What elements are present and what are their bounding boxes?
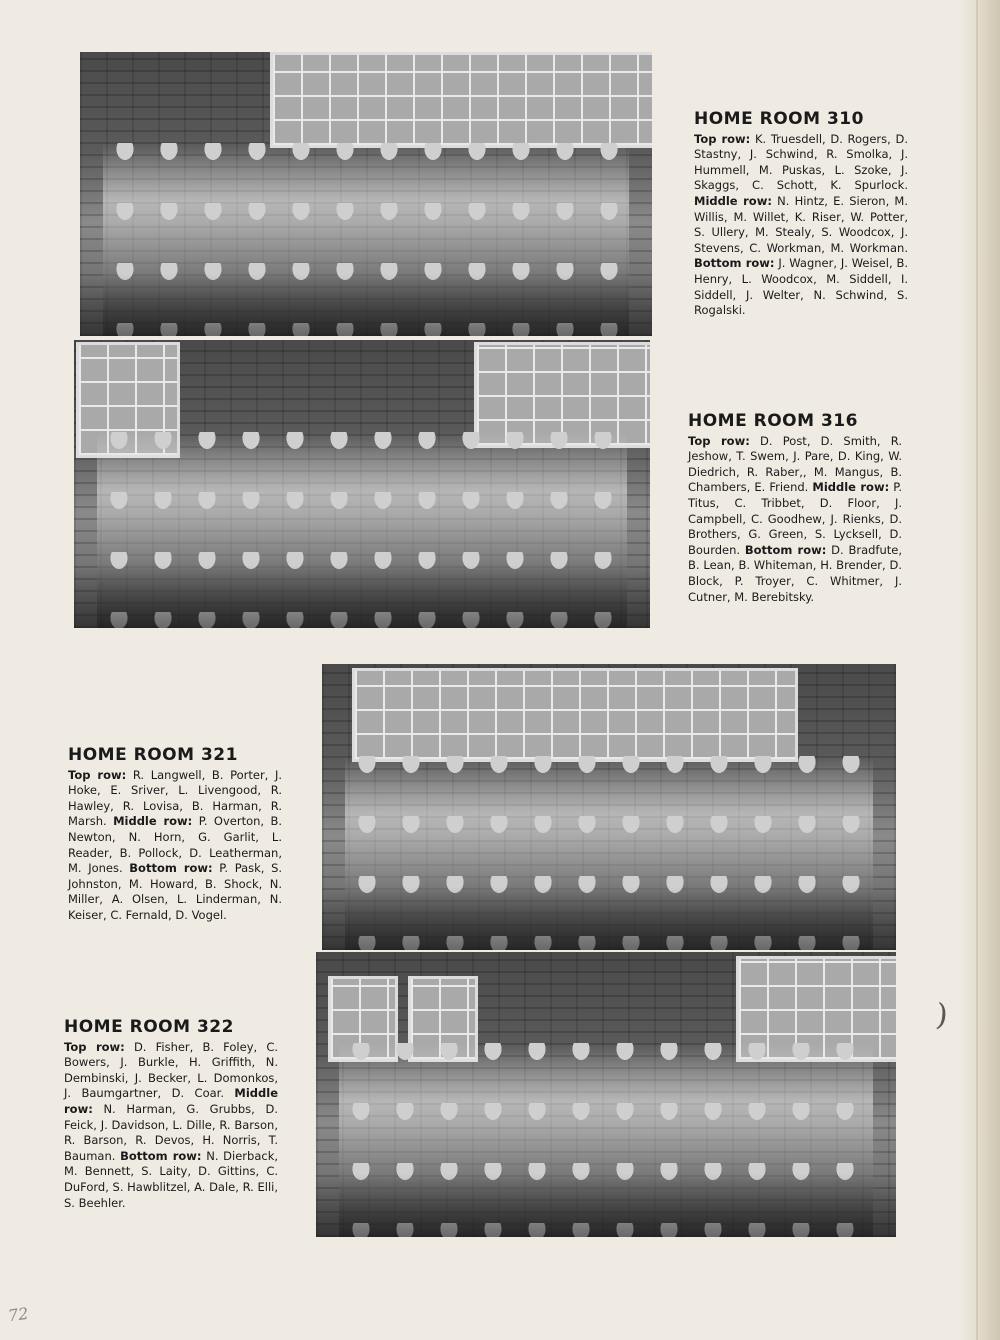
row-names: D. Bradfute, B. Lean, B. Whiteman, H. Brender, D. Block, P. Troyer, C. Whitmer, J. Cutner, M. Berebitsky. xyxy=(688,542,902,604)
caption-text xyxy=(64,1040,278,1212)
row-names: D. Post, D. Smith, R. Jeshow, T. Swem, J. Pare, D. King, W. Diedrich, R. Raber,, M. Mangus, B. Chambers, E. Friend. xyxy=(688,433,903,495)
photo-window xyxy=(352,668,798,762)
row-label: Top row: xyxy=(694,131,751,146)
row-names: N. Dierback, M. Bennett, S. Laity, D. Gittins, C. DuFord, S. Hawblitzel, A. Dale, R. Elli, S. Beehler. xyxy=(64,1148,279,1210)
page-number: 72 xyxy=(6,1303,30,1326)
photo-home-room-321 xyxy=(322,664,896,950)
caption-text xyxy=(694,132,908,319)
row-names: D. Fisher, B. Foley, C. Bowers, J. Burkle, H. Griffith, N. Dembinski, J. Becker, L. Domonkos, J. Baumgartner, D. Coar. xyxy=(64,1039,279,1101)
row-label: Middle row: xyxy=(64,1086,279,1116)
row-names: N. Harman, G. Grubbs, D. Feick, J. Davidson, L. Dille, R. Barson, R. Barson, R. Devos, H. Norris, T. Bauman. xyxy=(64,1101,278,1163)
section-title: HOME ROOM 322 xyxy=(64,1017,234,1037)
caption-home-room-310 xyxy=(694,109,909,319)
row-names: K. Truesdell, D. Rogers, D. Stastny, J. Schwind, R. Smolka, J. Hummell, M. Puskas, L. Szoke, J. Skaggs, C. Schott, K. Spurlock. xyxy=(694,131,909,193)
row-label: Middle row: xyxy=(113,814,193,829)
row-names: R. Langwell, B. Porter, J. Hoke, E. Sriver, L. Livengood, R. Hawley, R. Lovisa, B. Harman, R. Marsh. xyxy=(68,767,282,829)
row-label: Middle row: xyxy=(812,480,890,495)
row-names: P. Overton, B. Newton, N. Horn, G. Garlit, L. Reader, B. Pollock, D. Leatherman, M. Jones. xyxy=(68,814,283,876)
caption-home-room-316 xyxy=(688,411,903,605)
caption-home-room-321 xyxy=(68,745,283,924)
row-names: P. Titus, C. Tribbet, D. Floor, J. Campbell, C. Goodhew, J. Rienks, D. Brothers, G. Green, S. Lycksell, D. Bourden. xyxy=(688,480,903,557)
row-label: Top row: xyxy=(68,767,127,782)
book-spine-shadow xyxy=(958,0,1000,1340)
row-label: Middle row: xyxy=(694,193,772,208)
section-title: HOME ROOM 316 xyxy=(688,411,858,431)
photo-home-room-322 xyxy=(316,952,896,1237)
gutter-line xyxy=(976,0,978,1340)
row-label: Bottom row: xyxy=(694,256,775,271)
photo-home-room-316 xyxy=(74,340,650,628)
caption-text xyxy=(68,768,282,924)
photo-home-room-310 xyxy=(80,52,652,336)
row-names: N. Hintz, E. Sieron, M. Willis, M. Willet, K. Riser, W. Potter, S. Ullery, M. Stealy, S. Woodcox, J. Stevens, C. Workman, M. Workman. xyxy=(694,193,909,255)
caption-text xyxy=(688,434,902,606)
row-label: Top row: xyxy=(688,433,750,448)
photo-window xyxy=(270,52,652,148)
row-label: Bottom row: xyxy=(744,542,827,557)
section-title: HOME ROOM 310 xyxy=(694,109,864,129)
section-title: HOME ROOM 321 xyxy=(68,745,238,765)
margin-pencil-mark: ) xyxy=(934,997,950,1034)
row-names: P. Pask, S. Johnston, M. Howard, B. Shock, N. Miller, A. Olsen, L. Linderman, N. Keiser, C. Fernald, D. Vogel. xyxy=(68,861,283,922)
row-label: Bottom row: xyxy=(129,861,213,876)
caption-home-room-322 xyxy=(64,1017,279,1211)
row-label: Bottom row: xyxy=(120,1148,202,1163)
row-label: Top row: xyxy=(64,1039,125,1054)
row-names: J. Wagner, J. Weisel, B. Henry, L. Woodcox, M. Siddell, I. Siddell, J. Welter, N. Schwind, S. Rogalski. xyxy=(694,256,908,318)
